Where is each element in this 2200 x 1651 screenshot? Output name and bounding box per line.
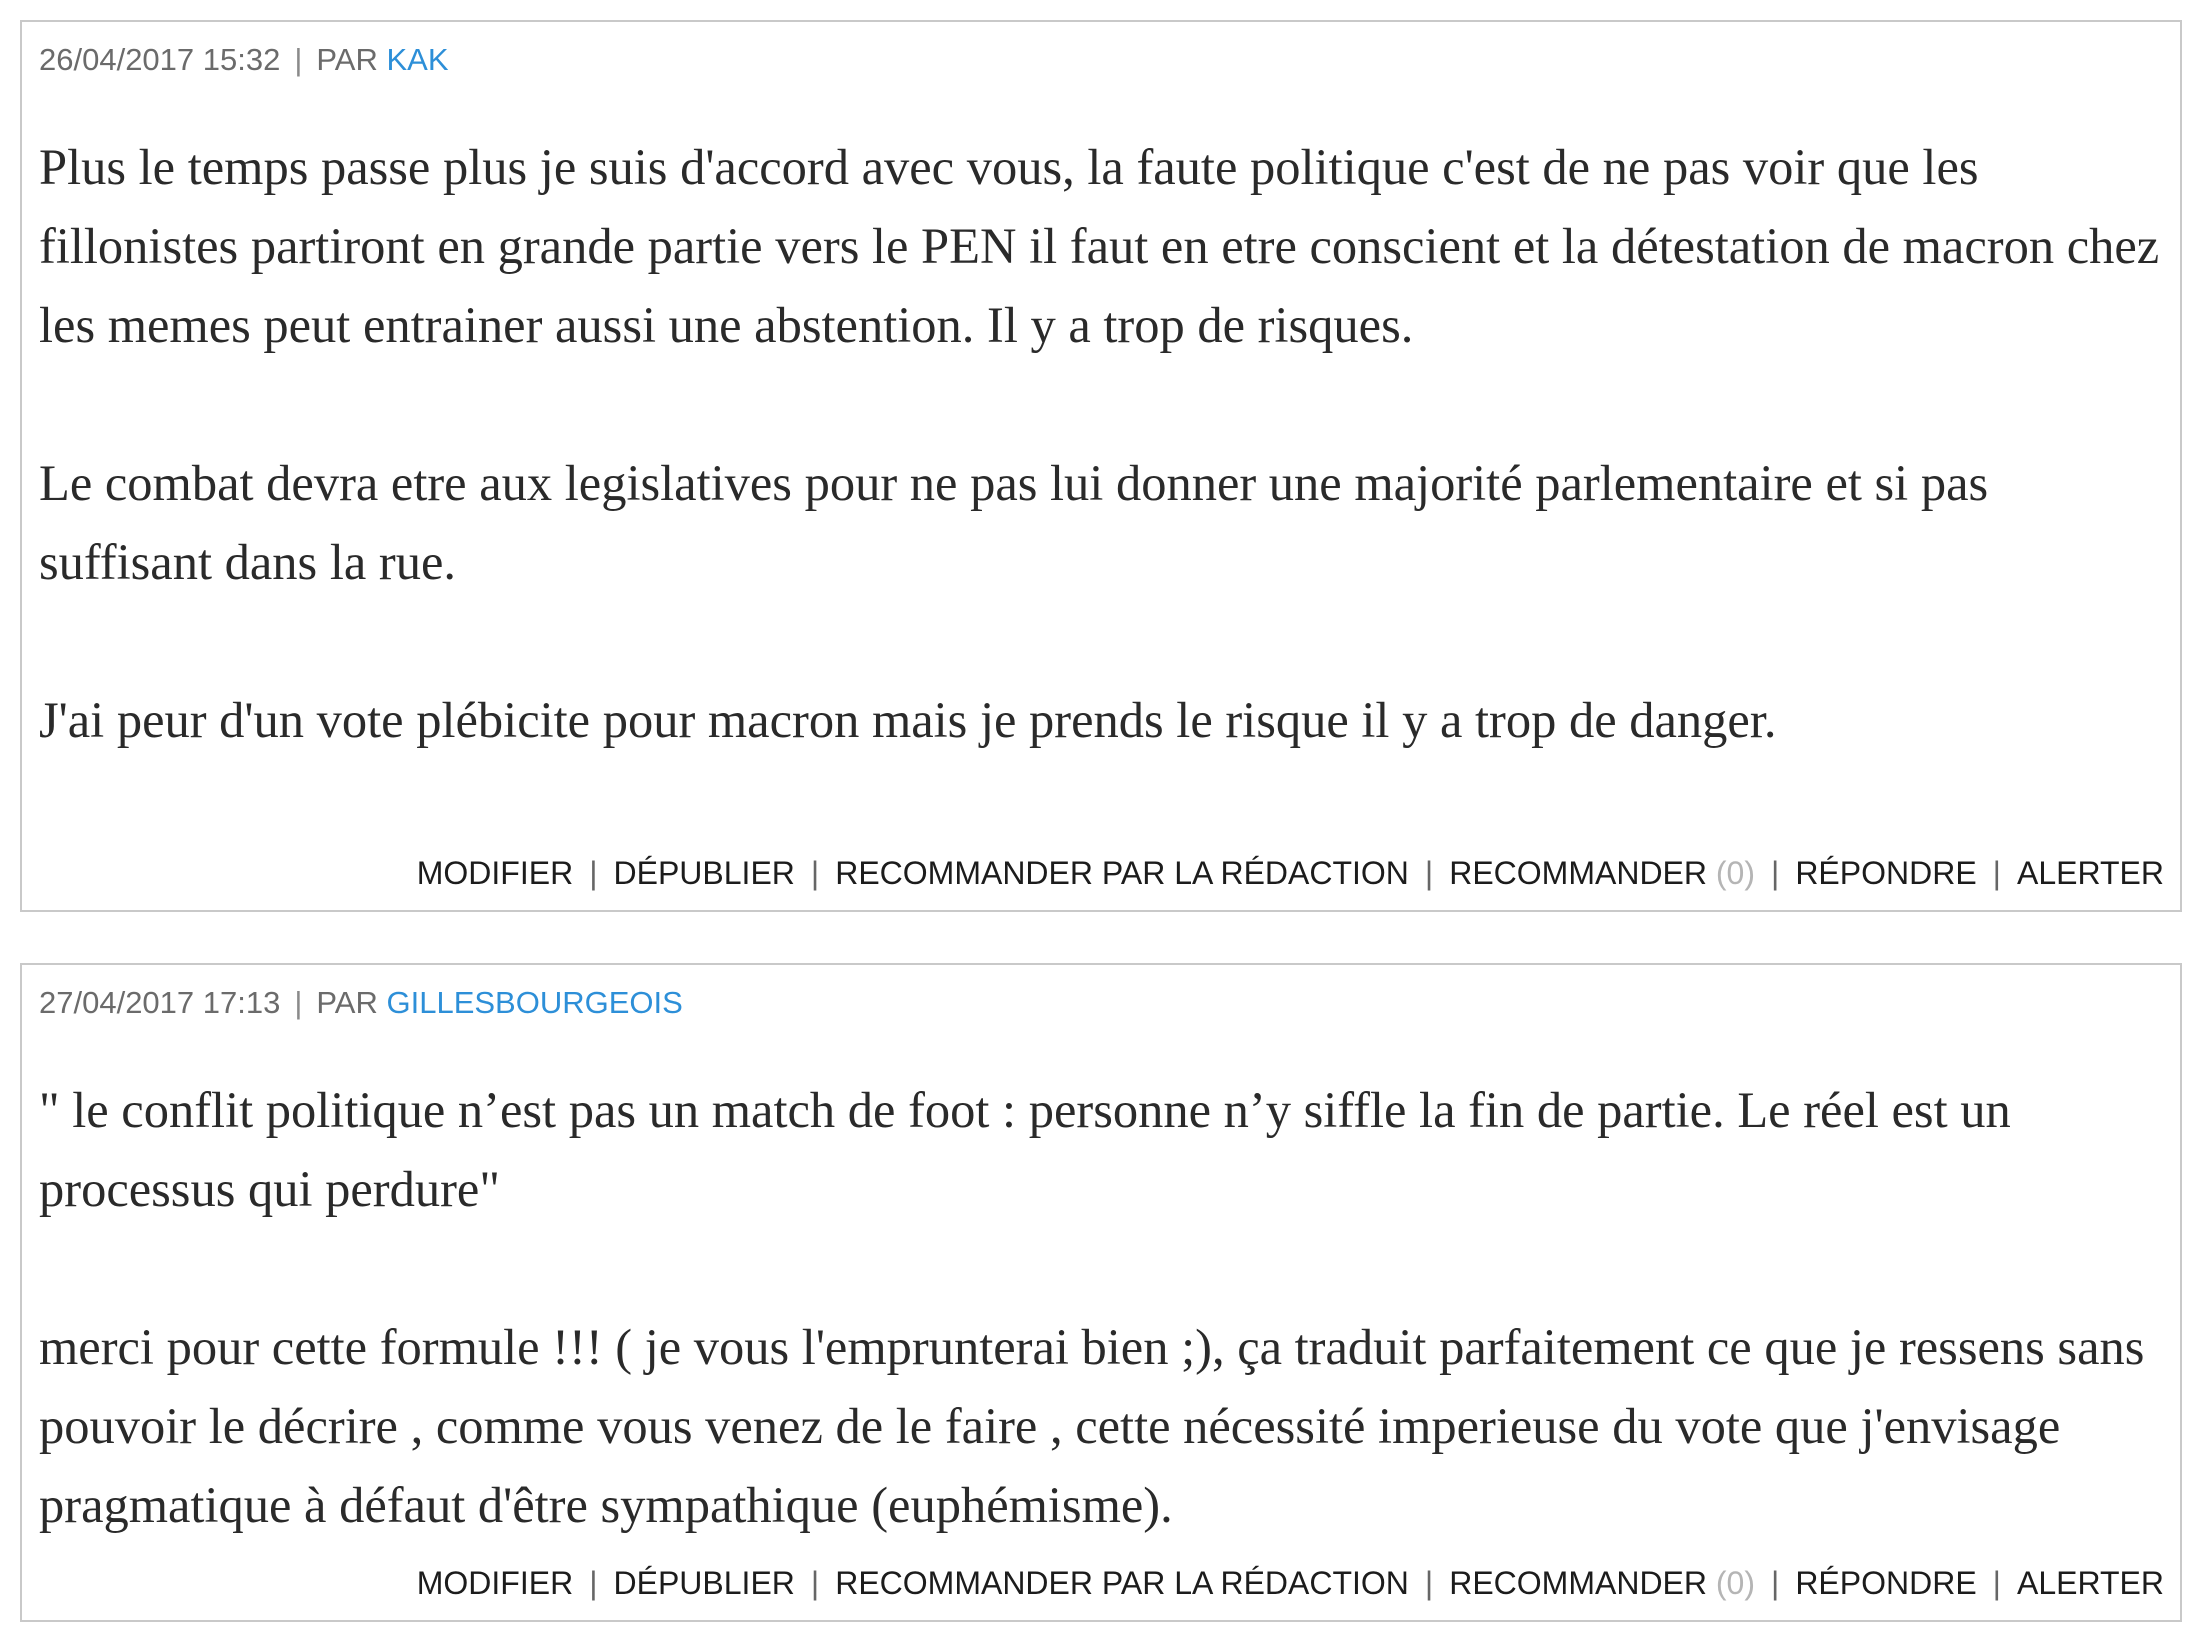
comment-card	[20, 20, 2182, 912]
recommander-link[interactable]: RECOMMANDER	[1449, 855, 1707, 891]
repondre-link[interactable]: RÉPONDRE	[1795, 855, 1977, 891]
meta-separator: |	[294, 985, 303, 1020]
by-label: PAR	[316, 42, 378, 77]
meta-separator: |	[294, 42, 303, 77]
modifier-link[interactable]: MODIFIER	[416, 855, 574, 891]
recommend-count: (0)	[1715, 855, 1755, 891]
action-separator: |	[810, 855, 820, 891]
comment-paragraph: " le conflit politique n’est pas un match de foot : personne n’y siffle la fin de partie. Le réel est un processus qui perdure"	[39, 1082, 2011, 1217]
depublier-link[interactable]: DÉPUBLIER	[613, 855, 795, 891]
comment-card	[20, 963, 2182, 1622]
action-separator: |	[589, 855, 598, 891]
action-separator: |	[1424, 1565, 1434, 1601]
recommend-count: (0)	[1715, 1565, 1755, 1601]
comment-meta	[39, 40, 449, 80]
comment-body	[39, 128, 2166, 760]
depublier-link[interactable]: DÉPUBLIER	[613, 1565, 795, 1601]
action-separator: |	[1771, 1565, 1780, 1601]
recommander-redaction-link[interactable]: RECOMMANDER PAR LA RÉDACTION	[835, 855, 1409, 891]
action-separator: |	[810, 1565, 820, 1601]
alerter-link[interactable]: ALERTER	[2016, 1565, 2164, 1601]
comment-date: 27/04/2017 17:13	[39, 985, 281, 1020]
comment-paragraph: J'ai peur d'un vote plébicite pour macron mais je prends le risque il y a trop de danger.	[39, 692, 1777, 748]
comment-paragraph: Plus le temps passe plus je suis d'accord avec vous, la faute politique c'est de ne pas voir que les fillonistes partiront en grande partie vers le PEN il faut en etre conscient et la détestation de macron chez les memes peut entrainer aussi une abstention. Il y a trop de risques.	[39, 139, 2160, 353]
author-link[interactable]: GILLESBOURGEOIS	[386, 985, 683, 1020]
comment-paragraph: merci pour cette formule !!! ( je vous l'emprunterai bien ;), ça traduit parfaitement ce que je ressens sans pouvoir le décrire , comme vous venez de le faire , cette nécessité imperieuse du vote que j'envisage pragmatique à défaut d'être sympathique (euphémisme).	[39, 1319, 2145, 1533]
action-separator: |	[1992, 855, 2001, 891]
by-label: PAR	[316, 985, 378, 1020]
action-separator: |	[1771, 855, 1780, 891]
comment-paragraph: Le combat devra etre aux legislatives pour ne pas lui donner une majorité parlementaire et si pas suffisant dans la rue.	[39, 455, 1989, 590]
author-link[interactable]: KAK	[386, 42, 449, 77]
comment-date: 26/04/2017 15:32	[39, 42, 281, 77]
recommander-redaction-link[interactable]: RECOMMANDER PAR LA RÉDACTION	[835, 1565, 1409, 1601]
recommander-link[interactable]: RECOMMANDER	[1449, 1565, 1707, 1601]
comment-meta	[39, 983, 683, 1023]
comment-actions	[417, 853, 2164, 893]
action-separator: |	[1992, 1565, 2001, 1601]
modifier-link[interactable]: MODIFIER	[416, 1565, 574, 1601]
action-separator: |	[1424, 855, 1434, 891]
comment-actions	[417, 1563, 2164, 1603]
comment-body	[39, 1071, 2166, 1545]
repondre-link[interactable]: RÉPONDRE	[1795, 1565, 1977, 1601]
action-separator: |	[589, 1565, 598, 1601]
alerter-link[interactable]: ALERTER	[2016, 855, 2164, 891]
